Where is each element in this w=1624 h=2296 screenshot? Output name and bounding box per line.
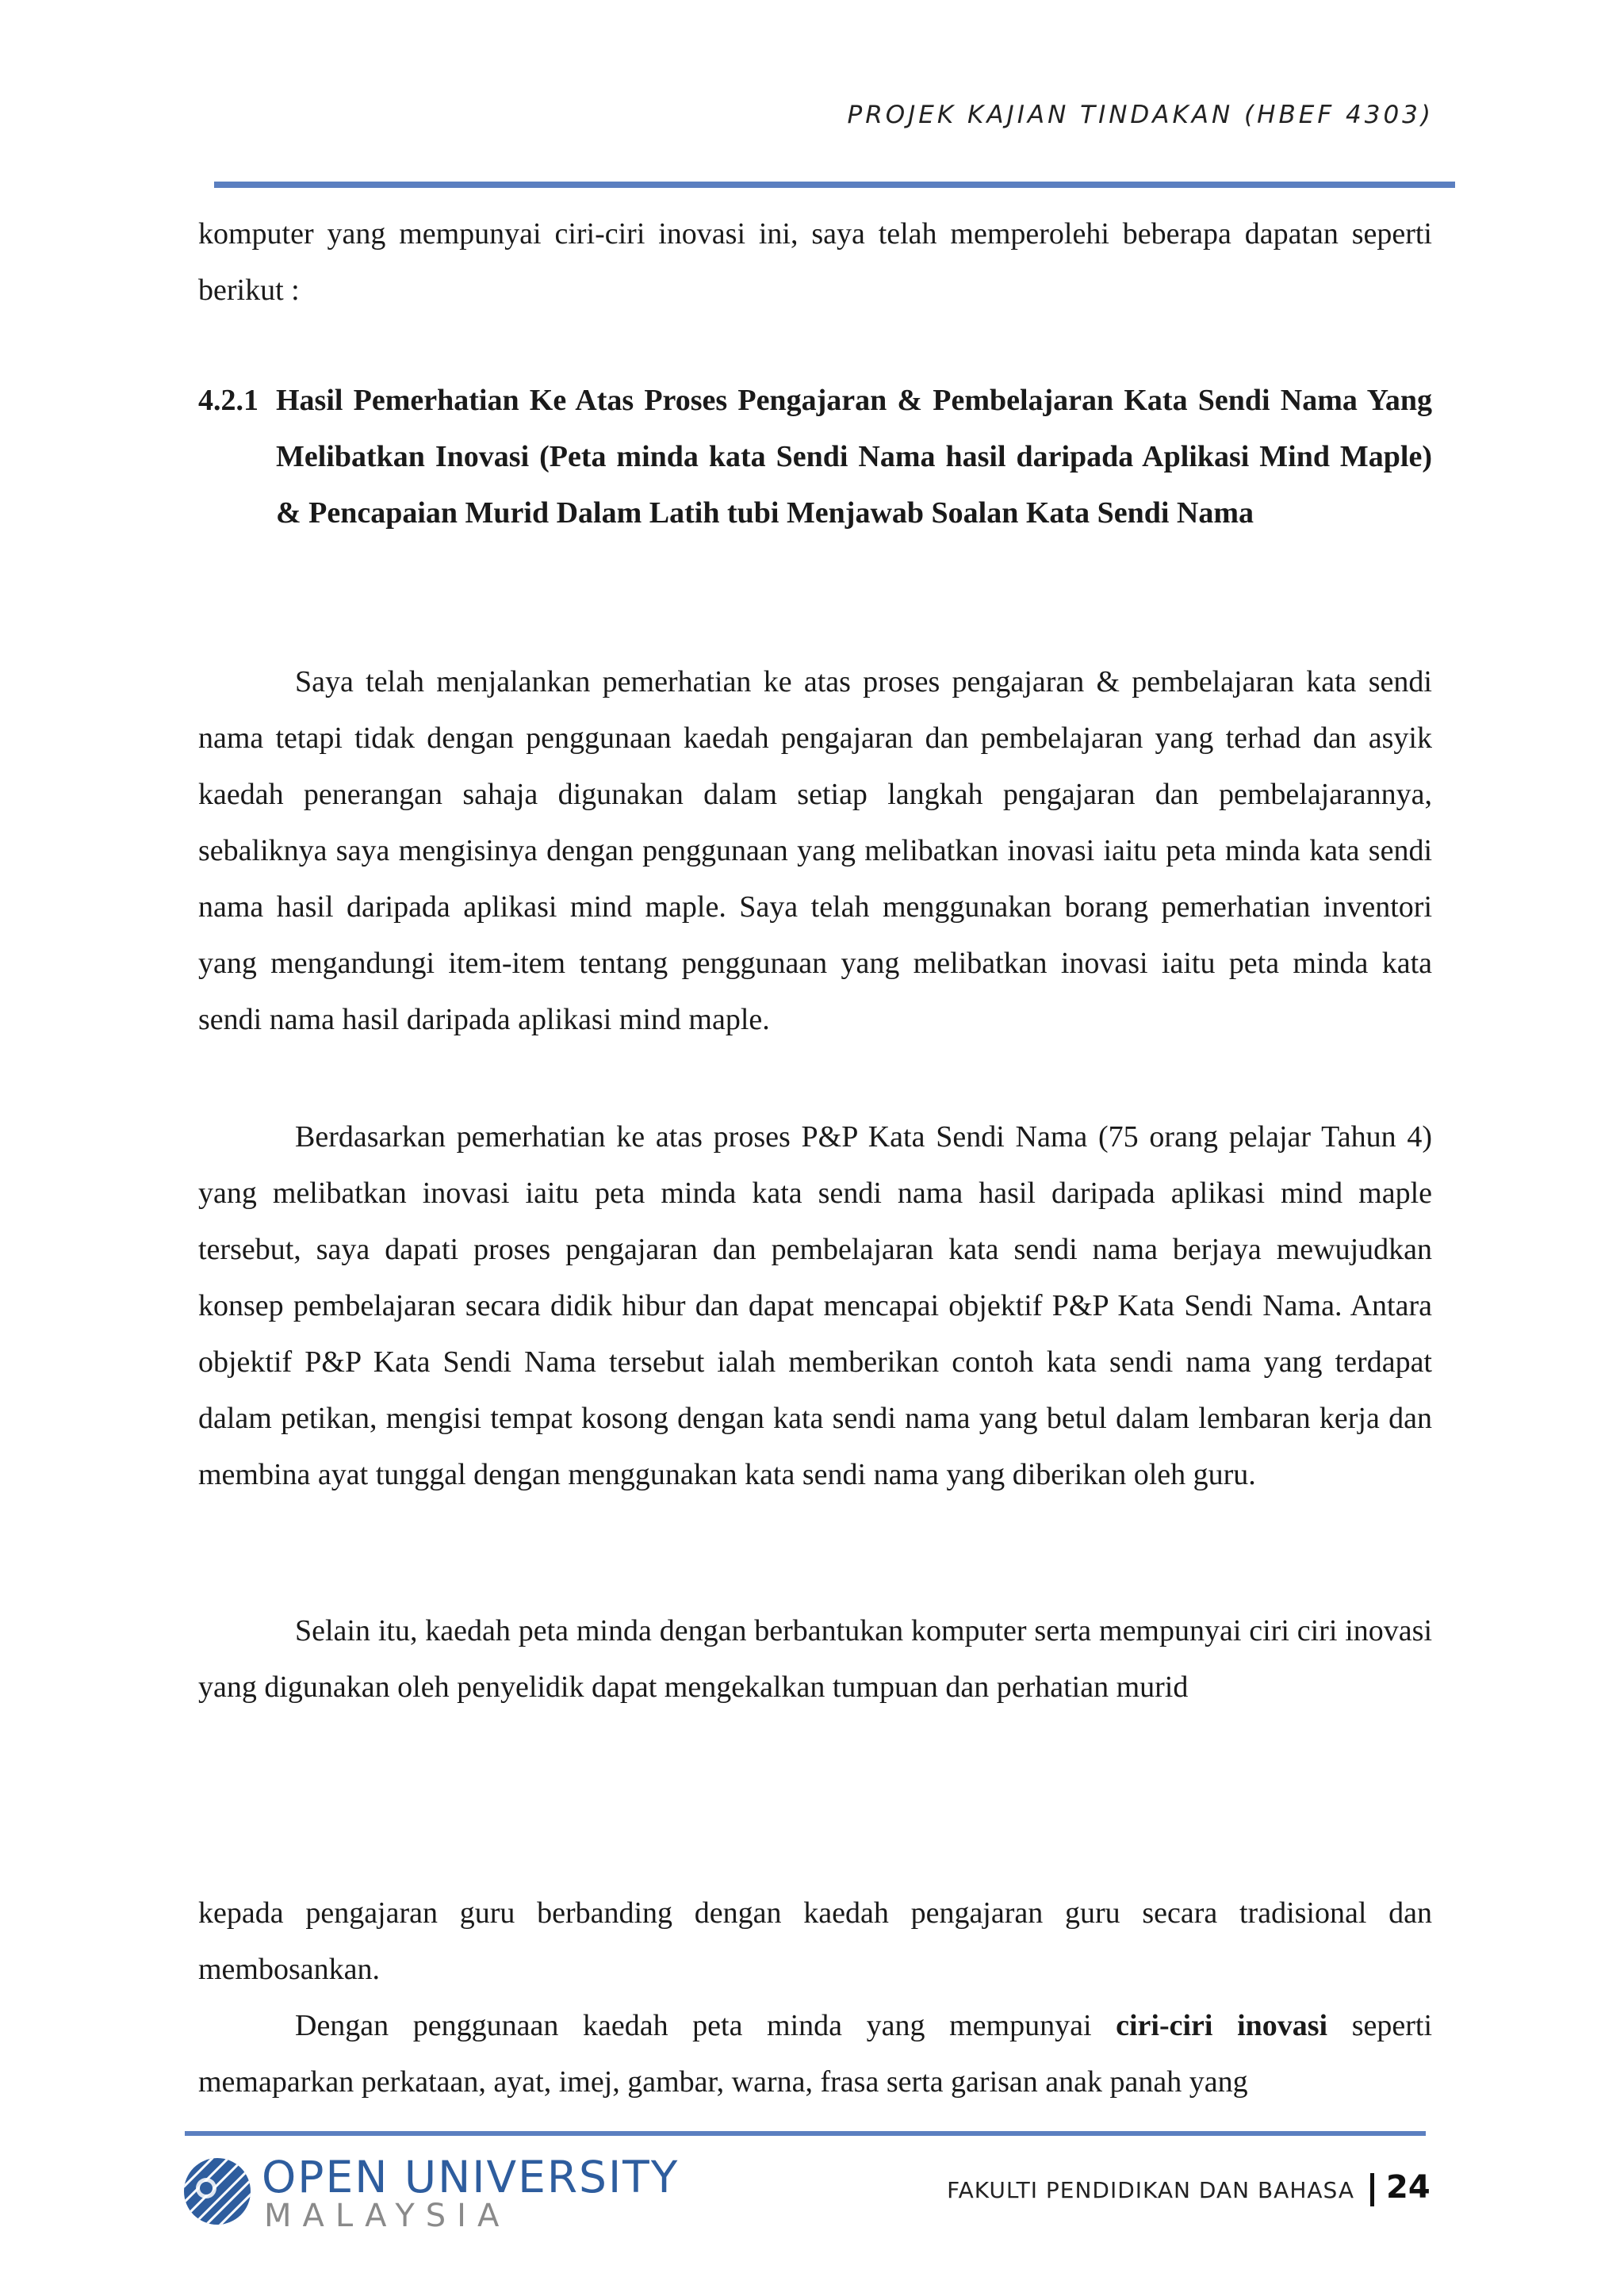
paragraph-2: Berdasarkan pemerhatian ke atas proses P&P Kata Sendi Nama (75 orang pelajar Tahun 4) yang melibatkan inovasi iaitu peta minda kata sendi nama hasil daripada aplikasi mind maple tersebut, saya dapati proses pengajaran dan pembelajaran kata sendi nama berjaya mewujudkan konsep pembelajaran secara didik hibur dan dapat mencapai objektif P&P Kata Sendi Nama. Antara objektif P&P Kata Sendi Nama tersebut ialah memberikan contoh kata sendi nama yang terdapat dalam petikan, mengisi tempat kosong dengan kata sendi nama yang betul dalam lembaran kerja dan membina ayat tunggal dengan menggunakan kata sendi nama yang diberikan oleh guru.: [198, 1120, 1432, 1491]
logo-text-line2: MALAYSIA: [264, 2198, 511, 2234]
paragraph-5-start: Dengan penggunaan kaedah peta minda yang mempunyai: [295, 2009, 1092, 2042]
faculty-name: FAKULTI PENDIDIKAN DAN BAHASA: [947, 2177, 1354, 2203]
intro-paragraph: komputer yang mempunyai ciri-ciri inovasi ini, saya telah memperolehi beberapa dapatan seperti berikut :: [198, 217, 1432, 307]
logo-emblem-icon: [182, 2156, 252, 2226]
footer-separator: [1370, 2173, 1374, 2206]
paragraph-5-end: seperti memaparkan perkataan, ayat, imej, gambar, warna, frasa serta garisan anak panah yang: [198, 2009, 1433, 2099]
section-heading: [198, 373, 1432, 541]
university-logo: [182, 2152, 680, 2239]
paragraph-1: Saya telah menjalankan pemerhatian ke atas proses pengajaran & pembelajaran kata sendi nama tetapi tidak dengan penggunaan kaedah pengajaran dan pembelajaran yang terhad dan asyik kaedah penerangan sahaja digunakan dalam setiap langkah pengajaran dan pembelajarannya, sebaliknya saya mengisinya dengan penggunaan yang melibatkan inovasi iaitu peta minda kata sendi nama hasil daripada aplikasi mind maple. Saya telah menggunakan borang pemerhatian inventori yang mengandungi item-item tentang penggunaan yang melibatkan inovasi iaitu peta minda kata sendi nama hasil daripada aplikasi mind maple.: [198, 665, 1432, 1036]
section-heading-text: Hasil Pemerhatian Ke Atas Proses Pengajaran & Pembelajaran Kata Sendi Nama Yang Melibatkan Inovasi (Peta minda kata Sendi Nama hasil daripada Aplikasi Mind Maple) & Pencapaian Murid Dalam Latih tubi Menjawab Soalan Kata Sendi Nama: [276, 384, 1432, 530]
paragraph-3: Selain itu, kaedah peta minda dengan berbantukan komputer serta mempunyai ciri ciri inovasi yang digunakan oleh penyelidik dapat mengekalkan tumpuan dan perhatian murid: [198, 1614, 1432, 1704]
logo-text-line1: OPEN UNIVERSITY: [262, 2152, 680, 2202]
section-number: 4.2.1: [198, 384, 259, 417]
running-header: PROJEK KAJIAN TINDAKAN (HBEF 4303): [847, 101, 1434, 129]
paragraph-5: [198, 1998, 1432, 2110]
footer-rule: [185, 2131, 1426, 2136]
paragraph-4: kepada pengajaran guru berbanding dengan kaedah pengajaran guru secara tradisional dan membosankan.: [198, 1896, 1432, 1986]
header-rule: [214, 182, 1455, 188]
paragraph-5-bold: ciri-ciri inovasi: [1116, 2009, 1328, 2042]
page-number: 24: [1386, 2169, 1431, 2206]
